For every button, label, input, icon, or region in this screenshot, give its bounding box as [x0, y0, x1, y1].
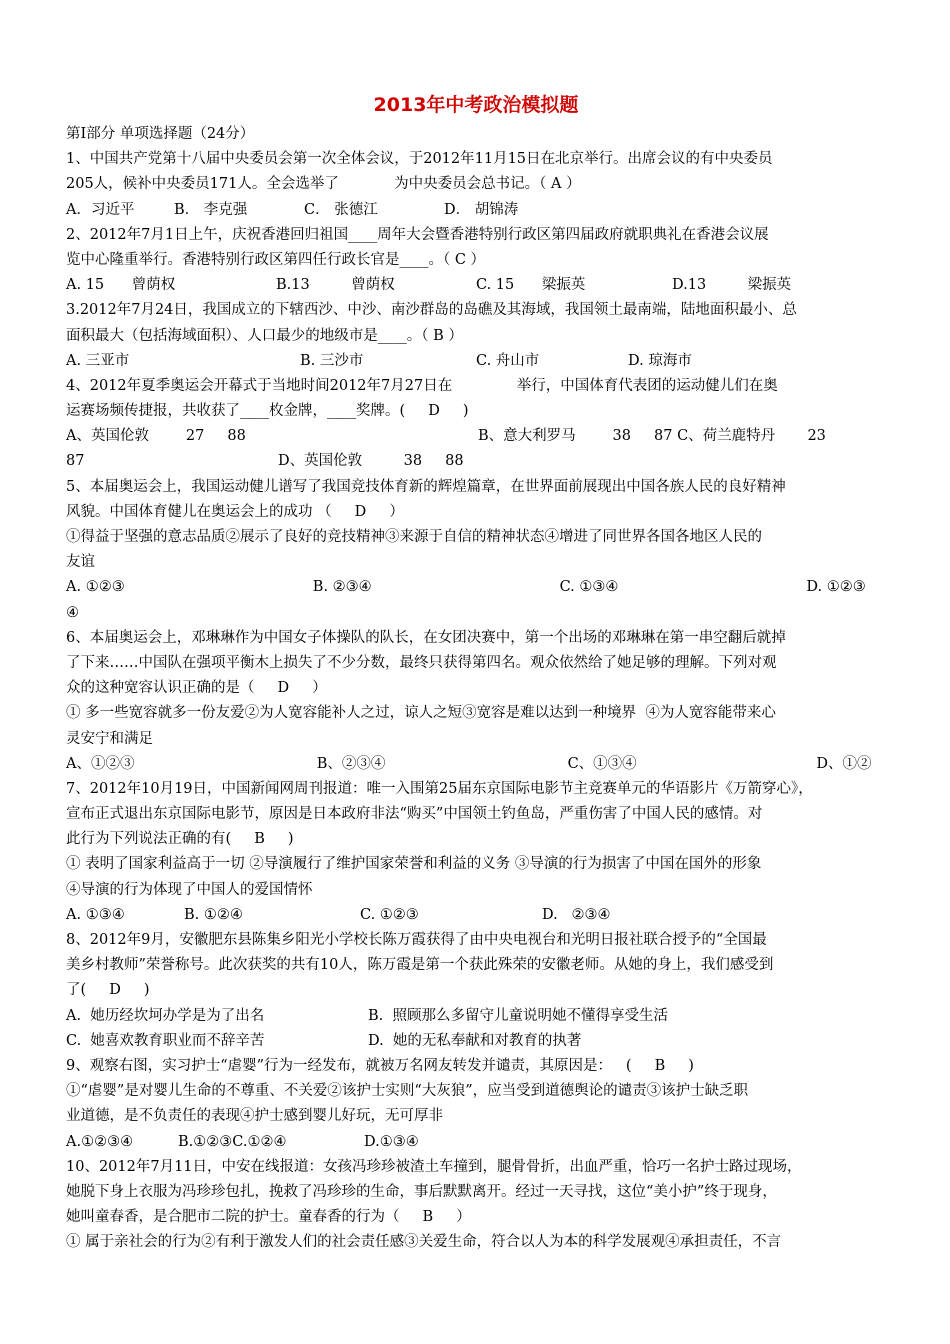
text-line: 此行为下列说法正确的有( B ) — [66, 831, 294, 848]
answer-option: C. ①③④ — [559, 579, 619, 596]
answer-option: C. ①②③ — [360, 906, 419, 923]
answer-option: C. 舟山市 — [476, 352, 540, 369]
text-line: 她脱下身上衣服为冯珍珍包扎，挽救了冯珍珍的生命，事后默默离开。经过一天寻找，这位“美小护”终于现身， — [66, 1183, 777, 1200]
answer-options — [66, 449, 886, 474]
document-page — [66, 92, 886, 1255]
answer-option: D. 她的无私奉献和对教育的执著 — [368, 1032, 582, 1049]
text-line: 9、观察右图，实习护士“虐婴”行为一经发布，就被万名网友转发并谴责，其原因是： ( B ) — [66, 1057, 694, 1074]
text-line: 业道德，是不负责任的表现④护士感到婴儿好玩，无可厚非 — [66, 1108, 443, 1125]
answer-options — [66, 349, 886, 374]
answer-options — [66, 1004, 886, 1029]
answer-option: A. 三亚市 — [66, 352, 130, 369]
answer-option: D、英国伦敦 38 88 — [278, 453, 464, 470]
text-line: ①得益于坚强的意志品质②展示了良好的竞技精神③来源于自信的精神状态④增进了同世界各国各地区人民的 — [66, 529, 762, 545]
text-line: 了( D ) — [66, 982, 150, 999]
text-line: 美乡村教师”荣誉称号。此次获奖的共有10人，陈万霞是第一个获此殊荣的安徽老师。从她的身上，我们感受到 — [66, 957, 774, 974]
answer-option: B、②③④ — [316, 755, 386, 772]
answer-options — [66, 575, 886, 600]
text-line: 她叫童春香，是合肥市二院的护士。童春香的行为（ B ） — [66, 1209, 471, 1226]
text-line: 1、中国共产党第十八届中央委员会第一次全体会议，于2012年11月15日在北京举行。出席会议的有中央委员 — [66, 151, 773, 168]
text-line: 灵安宁和满足 — [66, 730, 153, 747]
text-line: 6、本届奥运会上，邓琳琳作为中国女子体操队的队长，在女团决赛中，第一个出场的邓琳琳在第一串空翻后就掉 — [66, 629, 786, 646]
document-title: 2013年中考政治模拟题 — [373, 94, 579, 116]
question-body — [66, 147, 886, 1255]
text-line: 运赛场频传捷报，共收获了____枚金牌，____奖牌。( D ) — [66, 403, 469, 420]
text-line: 5、本届奥运会上，我国运动健儿谱写了我国竞技体育新的辉煌篇章，在世界面前展现出中国各族人民的良好精神 — [66, 478, 786, 495]
answer-options — [66, 198, 886, 223]
text-line: ① 属于亲社会的行为②有利于激发人们的社会责任感③关爱生命，符合以人为本的科学发展观④承担责任，不言 — [66, 1234, 782, 1251]
text-line: 览中心隆重举行。香港特别行政区第四任行政长官是____。（ C ） — [66, 251, 486, 268]
answer-option: D. 琼海市 — [628, 352, 692, 369]
answer-options — [66, 1029, 886, 1054]
text-line: ④导演的行为体现了中国人的爱国情怀 — [66, 881, 313, 898]
answer-options — [66, 424, 886, 449]
answer-options — [66, 273, 886, 298]
text-line: 友谊 — [66, 554, 95, 571]
section-heading: 第Ⅰ部分 单项选择题（24分） — [66, 126, 255, 142]
text-line: ①“虐婴”是对婴儿生命的不尊重、不关爱②该护士实则“大灰狼”，应当受到道德舆论的谴责③该护士缺乏职 — [66, 1083, 749, 1100]
answer-option: D． 胡锦涛 — [444, 201, 519, 218]
text-line: 4、2012年夏季奥运会开幕式于当地时间2012年7月27日在 举行，中国体育代表团的运动健儿们在奥 — [66, 377, 778, 394]
text-line: 面积最大（包括海域面积）、人口最少的地级市是____。（ B ） — [66, 327, 463, 344]
answer-option: B、意大利罗马 38 87 C、荷兰鹿特丹 23 — [478, 428, 826, 445]
text-line: ④ — [66, 604, 79, 621]
answer-options — [66, 752, 886, 777]
text-line: 7、2012年10月19日，中国新闻网周刊报道：唯一入围第25届东京国际电影节主竞赛单元的华语影片《万箭穿心》， — [66, 780, 813, 797]
text-line: 风貌。中国体育健儿在奥运会上的成功 （ D ） — [66, 503, 404, 520]
answer-option: B. ①②④ — [184, 906, 243, 923]
answer-option: B. 照顾那么多留守儿童说明她不懂得享受生活 — [368, 1007, 668, 1024]
text-line: 3.2012年7月24日，我国成立的下辖西沙、中沙、南沙群岛的岛礁及其海域，我国领土最南端，陆地面积最小、总 — [66, 302, 797, 319]
answer-options — [66, 903, 886, 928]
answer-option: C、①③④ — [567, 755, 637, 772]
answer-option: B.13 曾荫权 — [276, 277, 395, 294]
answer-option: A. 15 曾荫权 — [66, 277, 176, 294]
answer-option: D.13 梁振英 — [672, 277, 792, 294]
text-line: 205人，候补中央委员171人。全会选举了 为中央委员会总书记。（ A ） — [66, 176, 581, 193]
answer-option: A、英国伦敦 27 88 — [66, 428, 246, 445]
answer-option: A. ①③④ — [66, 906, 125, 923]
answer-option: D、①② — [816, 755, 872, 772]
answer-option: D. ②③④ — [542, 906, 611, 923]
text-line: ① 多一些宽容就多一份友爱②为人宽容能补人之过，谅人之短③宽容是难以达到一种境界 ④为人宽容能带来心 — [66, 705, 776, 722]
answer-option: A．习近平 — [66, 201, 135, 218]
answer-option: 87 — [66, 453, 85, 470]
answer-option: D.①③④ — [364, 1133, 419, 1150]
answer-option: A. 她历经坎坷办学是为了出名 — [66, 1007, 265, 1024]
text-line: 10、2012年7月11日，中安在线报道：女孩冯珍珍被渣土车撞到，腿骨骨折，出血严重，恰巧一名护士路过现场， — [66, 1158, 802, 1175]
answer-option: B． 李克强 — [174, 201, 248, 218]
text-line: 8、2012年9月，安徽肥东县陈集乡阳光小学校长陈万霞获得了由中央电视台和光明日报社联合授予的“全国最 — [66, 932, 767, 948]
answer-options — [66, 1130, 886, 1155]
answer-option: A.①②③④ — [66, 1133, 134, 1150]
text-line: 众的这种宽容认识正确的是（ D ） — [66, 680, 327, 697]
answer-option: C． 张德江 — [304, 201, 378, 218]
text-line: 宣布正式退出东京国际电影节，原因是日本政府非法“购买”中国领土钓鱼岛，严重伤害了中国人民的感情。对 — [66, 806, 763, 823]
text-line: 了下来……中国队在强项平衡木上损失了不少分数，最终只获得第四名。观众依然给了她足够的理解。下列对观 — [66, 654, 777, 671]
answer-option: C. 她喜欢教育职业而不辞辛苦 — [66, 1032, 265, 1049]
answer-option: B. 三沙市 — [300, 352, 364, 369]
answer-option: D. ①②③ — [806, 579, 866, 596]
answer-option: C. 15 梁振英 — [476, 277, 586, 294]
answer-option: A、①②③ — [66, 755, 135, 772]
answer-option: A. ①②③ — [66, 579, 125, 596]
answer-option: B. ②③④ — [312, 579, 372, 596]
text-line: ① 表明了国家利益高于一切 ②导演履行了维护国家荣誉和利益的义务 ③导演的行为损害了中国在国外的形象 — [66, 856, 762, 873]
text-line: 2、2012年7月1日上午，庆祝香港回归祖国____周年大会暨香港特别行政区第四届政府就职典礼在香港会议展 — [66, 226, 769, 243]
answer-option: B.①②③C.①②④ — [178, 1133, 287, 1150]
